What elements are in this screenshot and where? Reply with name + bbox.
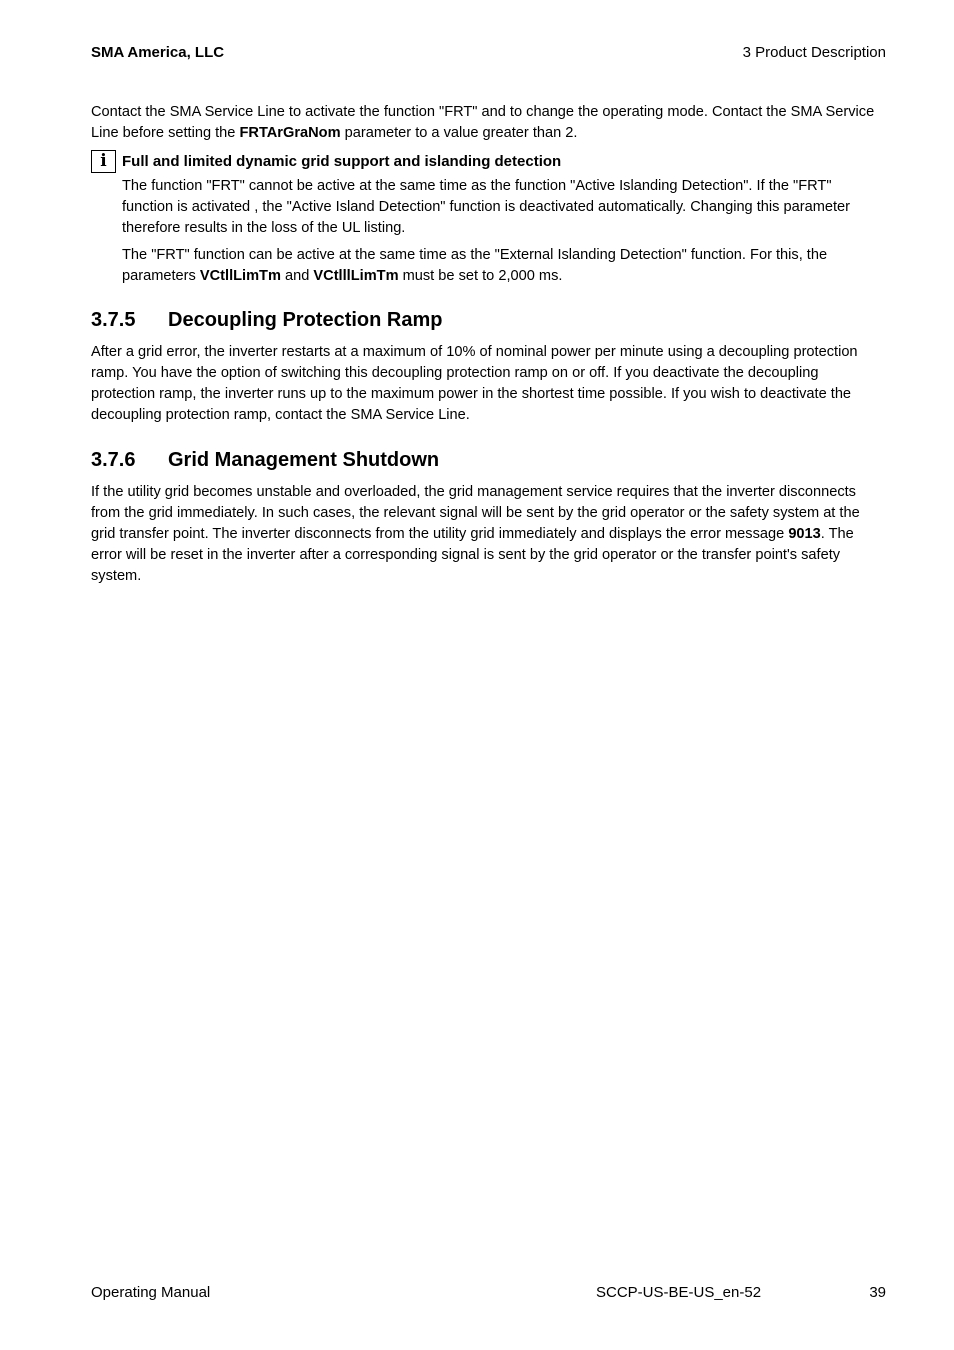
note-p2-text-1: The "FRT" function can be active at the same time as the "External Islanding Detection" function. For this, the parameters: [122, 247, 828, 284]
info-icon: i: [91, 150, 116, 173]
section-number-376: 3.7.6: [91, 449, 136, 471]
intro-paragraph: [91, 102, 883, 144]
header-company: SMA America, LLC: [91, 44, 225, 61]
section-title-376: Grid Management Shutdown: [168, 449, 440, 471]
note-paragraph-2: [122, 245, 883, 287]
intro-param: FRTArGraNom: [239, 125, 341, 141]
intro-text-1: Contact the SMA Service Line to activate the function "FRT" and to change the operating mode. Contact the SMA Service Line before setting the: [91, 104, 875, 141]
error-code: 9013: [788, 526, 821, 542]
header-chapter: 3 Product Description: [742, 44, 886, 61]
footer-doc-type: Operating Manual: [91, 1284, 211, 1301]
note-paragraph-1: The function "FRT" cannot be active at the same time as the function "Active Islanding Detection". If the "FRT" function is activated , the "Active Island Detection" function is deactivated automatically. Changing this parameter therefore results in the loss of the UL listing.: [122, 178, 851, 236]
note-p2-text-3: must be set to 2,000 ms.: [398, 268, 563, 284]
note-p2-text-2: and: [280, 268, 314, 284]
note-body: [91, 176, 883, 287]
section-body-376: [91, 482, 883, 587]
intro-text-2: parameter to a value greater than 2.: [340, 125, 578, 141]
section-body-375: After a grid error, the inverter restarts at a maximum of 10% of nominal power per minute using a decoupling protection ramp. You have the option of switching this decoupling protection ramp on or off. If you deactivate the decoupling protection ramp, the inverter runs up to the maximum power in the shortest time possible. If you wish to deactivate the decoupling protection ramp, contact the SMA Service Line.: [91, 344, 858, 423]
footer-page-number: 39: [869, 1284, 886, 1301]
note-title: Full and limited dynamic grid support and islanding detection: [122, 153, 562, 170]
note-header: [91, 150, 883, 176]
section-heading-375: [91, 307, 883, 333]
section-376-text-2: . The error will be reset in the inverter after a corresponding signal is sent by the grid operator or the transfer point's safety system.: [91, 526, 854, 584]
footer-doc-code: SCCP-US-BE-US_en-52: [596, 1284, 762, 1301]
section-376-text-1: If the utility grid becomes unstable and overloaded, the grid management service requires that the inverter disconnects from the grid immediately. In such cases, the relevant signal will be sent by the grid operator or the safety system at the grid transfer point. The inverter disconnects from the utility grid immediately and displays the error message: [91, 484, 860, 542]
section-title-375: Decoupling Protection Ramp: [168, 309, 443, 331]
info-note: [91, 150, 883, 287]
note-p2-param-2: VCtlllLimTm: [313, 268, 399, 284]
note-p2-param-1: VCtllLimTm: [199, 268, 281, 284]
section-number-375: 3.7.5: [91, 309, 136, 331]
section-heading-376: [91, 447, 883, 473]
page-content: [91, 102, 883, 587]
